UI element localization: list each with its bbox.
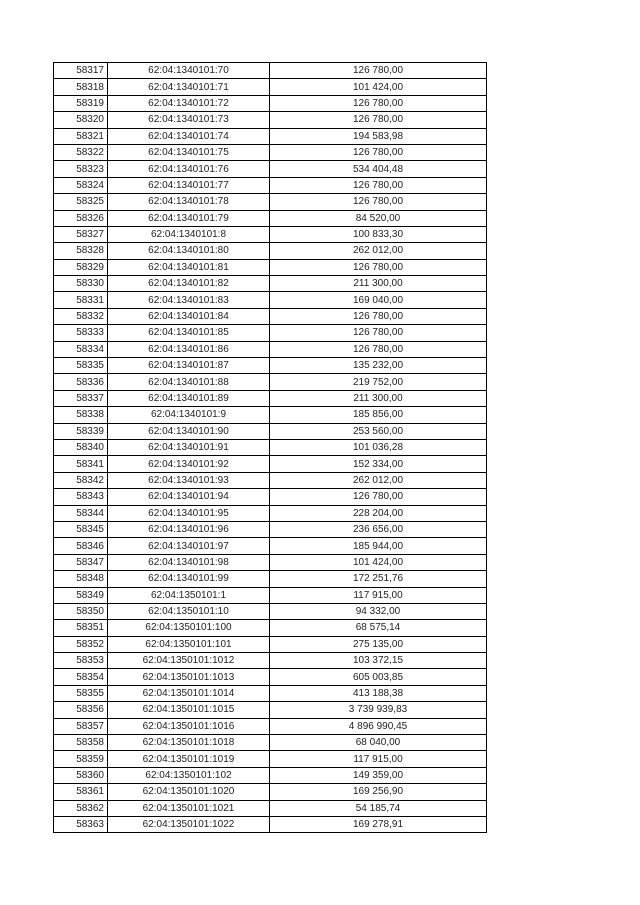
row-number-cell: 58331 [54, 292, 108, 308]
value-cell: 126 780,00 [270, 259, 487, 275]
table-row [54, 587, 487, 603]
value-cell: 236 656,00 [270, 521, 487, 537]
cadastral-number-cell: 62:04:1340101:84 [108, 308, 270, 324]
cadastral-number-cell: 62:04:1350101:1 [108, 587, 270, 603]
cadastral-number-cell: 62:04:1340101:91 [108, 439, 270, 455]
value-cell: 126 780,00 [270, 341, 487, 357]
cadastral-number-cell: 62:04:1340101:96 [108, 521, 270, 537]
table-row [54, 308, 487, 324]
cadastral-number-cell: 62:04:1350101:10 [108, 603, 270, 619]
cadastral-number-cell: 62:04:1340101:74 [108, 128, 270, 144]
cadastral-number-cell: 62:04:1340101:99 [108, 571, 270, 587]
table-row [54, 259, 487, 275]
row-number-cell: 58360 [54, 767, 108, 783]
row-number-cell: 58342 [54, 472, 108, 488]
table-row [54, 292, 487, 308]
cadastral-number-cell: 62:04:1340101:75 [108, 144, 270, 160]
row-number-cell: 58321 [54, 128, 108, 144]
value-cell: 94 332,00 [270, 603, 487, 619]
row-number-cell: 58320 [54, 112, 108, 128]
value-cell: 68 575,14 [270, 620, 487, 636]
cadastral-number-cell: 62:04:1340101:81 [108, 259, 270, 275]
table-body [54, 63, 487, 833]
table-row [54, 439, 487, 455]
row-number-cell: 58323 [54, 161, 108, 177]
cadastral-number-cell: 62:04:1340101:90 [108, 423, 270, 439]
value-cell: 101 036,28 [270, 439, 487, 455]
cadastral-number-cell: 62:04:1350101:1015 [108, 702, 270, 718]
table-row [54, 571, 487, 587]
cadastral-number-cell: 62:04:1350101:100 [108, 620, 270, 636]
cadastral-number-cell: 62:04:1340101:80 [108, 243, 270, 259]
cadastral-number-cell: 62:04:1350101:102 [108, 767, 270, 783]
table-row [54, 603, 487, 619]
cadastral-number-cell: 62:04:1350101:1018 [108, 735, 270, 751]
value-cell: 117 915,00 [270, 587, 487, 603]
value-cell: 3 739 939,83 [270, 702, 487, 718]
row-number-cell: 58337 [54, 390, 108, 406]
row-number-cell: 58336 [54, 374, 108, 390]
cadastral-number-cell: 62:04:1350101:1020 [108, 784, 270, 800]
value-cell: 126 780,00 [270, 95, 487, 111]
row-number-cell: 58354 [54, 669, 108, 685]
row-number-cell: 58355 [54, 685, 108, 701]
row-number-cell: 58317 [54, 63, 108, 79]
cadastral-number-cell: 62:04:1340101:92 [108, 456, 270, 472]
row-number-cell: 58325 [54, 194, 108, 210]
row-number-cell: 58363 [54, 816, 108, 832]
table-row [54, 128, 487, 144]
table-row [54, 800, 487, 816]
row-number-cell: 58332 [54, 308, 108, 324]
value-cell: 100 833,30 [270, 226, 487, 242]
cadastral-number-cell: 62:04:1340101:8 [108, 226, 270, 242]
value-cell: 262 012,00 [270, 472, 487, 488]
row-number-cell: 58338 [54, 407, 108, 423]
cadastral-number-cell: 62:04:1340101:77 [108, 177, 270, 193]
table-row [54, 718, 487, 734]
table-row [54, 325, 487, 341]
value-cell: 117 915,00 [270, 751, 487, 767]
value-cell: 219 752,00 [270, 374, 487, 390]
value-cell: 152 334,00 [270, 456, 487, 472]
cadastral-number-cell: 62:04:1350101:1019 [108, 751, 270, 767]
value-cell: 4 896 990,45 [270, 718, 487, 734]
value-cell: 169 040,00 [270, 292, 487, 308]
row-number-cell: 58353 [54, 653, 108, 669]
table-row [54, 79, 487, 95]
cadastral-number-cell: 62:04:1340101:83 [108, 292, 270, 308]
value-cell: 211 300,00 [270, 276, 487, 292]
value-cell: 194 583,98 [270, 128, 487, 144]
row-number-cell: 58352 [54, 636, 108, 652]
row-number-cell: 58324 [54, 177, 108, 193]
row-number-cell: 58356 [54, 702, 108, 718]
table-row [54, 489, 487, 505]
value-cell: 126 780,00 [270, 489, 487, 505]
value-cell: 169 278,91 [270, 816, 487, 832]
row-number-cell: 58328 [54, 243, 108, 259]
cadastral-number-cell: 62:04:1340101:86 [108, 341, 270, 357]
cadastral-number-cell: 62:04:1340101:9 [108, 407, 270, 423]
row-number-cell: 58359 [54, 751, 108, 767]
cadastral-number-cell: 62:04:1350101:1013 [108, 669, 270, 685]
row-number-cell: 58322 [54, 144, 108, 160]
table-row [54, 341, 487, 357]
table-row [54, 816, 487, 832]
table-row [54, 276, 487, 292]
row-number-cell: 58329 [54, 259, 108, 275]
table-row [54, 407, 487, 423]
row-number-cell: 58318 [54, 79, 108, 95]
cadastral-number-cell: 62:04:1340101:82 [108, 276, 270, 292]
table-row [54, 226, 487, 242]
row-number-cell: 58362 [54, 800, 108, 816]
table-row [54, 636, 487, 652]
cadastral-number-cell: 62:04:1340101:98 [108, 554, 270, 570]
value-cell: 126 780,00 [270, 144, 487, 160]
table-row [54, 95, 487, 111]
value-cell: 149 359,00 [270, 767, 487, 783]
value-cell: 169 256,90 [270, 784, 487, 800]
cadastral-value-table [53, 62, 487, 833]
cadastral-number-cell: 62:04:1340101:94 [108, 489, 270, 505]
value-cell: 228 204,00 [270, 505, 487, 521]
value-cell: 126 780,00 [270, 177, 487, 193]
table-row [54, 472, 487, 488]
cadastral-number-cell: 62:04:1350101:101 [108, 636, 270, 652]
row-number-cell: 58346 [54, 538, 108, 554]
cadastral-number-cell: 62:04:1340101:89 [108, 390, 270, 406]
table-row [54, 521, 487, 537]
row-number-cell: 58344 [54, 505, 108, 521]
row-number-cell: 58357 [54, 718, 108, 734]
table-row [54, 456, 487, 472]
table-row [54, 243, 487, 259]
table-row [54, 374, 487, 390]
cadastral-number-cell: 62:04:1340101:88 [108, 374, 270, 390]
cadastral-number-cell: 62:04:1340101:71 [108, 79, 270, 95]
row-number-cell: 58347 [54, 554, 108, 570]
cadastral-number-cell: 62:04:1340101:95 [108, 505, 270, 521]
cadastral-number-cell: 62:04:1340101:70 [108, 63, 270, 79]
cadastral-number-cell: 62:04:1350101:1014 [108, 685, 270, 701]
row-number-cell: 58350 [54, 603, 108, 619]
table-row [54, 194, 487, 210]
table-row [54, 63, 487, 79]
table-row [54, 538, 487, 554]
table-row [54, 144, 487, 160]
value-cell: 84 520,00 [270, 210, 487, 226]
cadastral-number-cell: 62:04:1340101:76 [108, 161, 270, 177]
cadastral-number-cell: 62:04:1340101:87 [108, 358, 270, 374]
value-cell: 172 251,76 [270, 571, 487, 587]
value-cell: 126 780,00 [270, 325, 487, 341]
table-row [54, 505, 487, 521]
row-number-cell: 58341 [54, 456, 108, 472]
row-number-cell: 58326 [54, 210, 108, 226]
value-cell: 185 944,00 [270, 538, 487, 554]
value-cell: 262 012,00 [270, 243, 487, 259]
value-cell: 126 780,00 [270, 112, 487, 128]
value-cell: 534 404,48 [270, 161, 487, 177]
row-number-cell: 58348 [54, 571, 108, 587]
table-row [54, 653, 487, 669]
table-row [54, 702, 487, 718]
value-cell: 135 232,00 [270, 358, 487, 374]
value-cell: 54 185,74 [270, 800, 487, 816]
table-row [54, 751, 487, 767]
cadastral-number-cell: 62:04:1340101:72 [108, 95, 270, 111]
row-number-cell: 58339 [54, 423, 108, 439]
table-row [54, 177, 487, 193]
table-row [54, 767, 487, 783]
cadastral-number-cell: 62:04:1340101:79 [108, 210, 270, 226]
row-number-cell: 58327 [54, 226, 108, 242]
row-number-cell: 58319 [54, 95, 108, 111]
row-number-cell: 58334 [54, 341, 108, 357]
cadastral-number-cell: 62:04:1340101:85 [108, 325, 270, 341]
value-cell: 413 188,38 [270, 685, 487, 701]
table-row [54, 161, 487, 177]
cadastral-number-cell: 62:04:1350101:1022 [108, 816, 270, 832]
row-number-cell: 58358 [54, 735, 108, 751]
row-number-cell: 58333 [54, 325, 108, 341]
table-row [54, 112, 487, 128]
table-row [54, 735, 487, 751]
value-cell: 275 135,00 [270, 636, 487, 652]
row-number-cell: 58335 [54, 358, 108, 374]
cadastral-number-cell: 62:04:1350101:1012 [108, 653, 270, 669]
value-cell: 253 560,00 [270, 423, 487, 439]
row-number-cell: 58345 [54, 521, 108, 537]
value-cell: 68 040,00 [270, 735, 487, 751]
table-row [54, 620, 487, 636]
value-cell: 126 780,00 [270, 63, 487, 79]
table-row [54, 685, 487, 701]
row-number-cell: 58361 [54, 784, 108, 800]
value-cell: 185 856,00 [270, 407, 487, 423]
value-cell: 101 424,00 [270, 554, 487, 570]
table-row [54, 210, 487, 226]
cadastral-number-cell: 62:04:1340101:93 [108, 472, 270, 488]
cadastral-number-cell: 62:04:1340101:78 [108, 194, 270, 210]
table-row [54, 554, 487, 570]
cadastral-number-cell: 62:04:1340101:97 [108, 538, 270, 554]
table-row [54, 669, 487, 685]
row-number-cell: 58340 [54, 439, 108, 455]
table-row [54, 390, 487, 406]
table-row [54, 784, 487, 800]
cadastral-number-cell: 62:04:1340101:73 [108, 112, 270, 128]
cadastral-number-cell: 62:04:1350101:1016 [108, 718, 270, 734]
value-cell: 101 424,00 [270, 79, 487, 95]
row-number-cell: 58343 [54, 489, 108, 505]
table-row [54, 358, 487, 374]
table-row [54, 423, 487, 439]
cadastral-number-cell: 62:04:1350101:1021 [108, 800, 270, 816]
row-number-cell: 58351 [54, 620, 108, 636]
value-cell: 605 003,85 [270, 669, 487, 685]
row-number-cell: 58330 [54, 276, 108, 292]
row-number-cell: 58349 [54, 587, 108, 603]
value-cell: 126 780,00 [270, 308, 487, 324]
value-cell: 211 300,00 [270, 390, 487, 406]
value-cell: 103 372,15 [270, 653, 487, 669]
value-cell: 126 780,00 [270, 194, 487, 210]
